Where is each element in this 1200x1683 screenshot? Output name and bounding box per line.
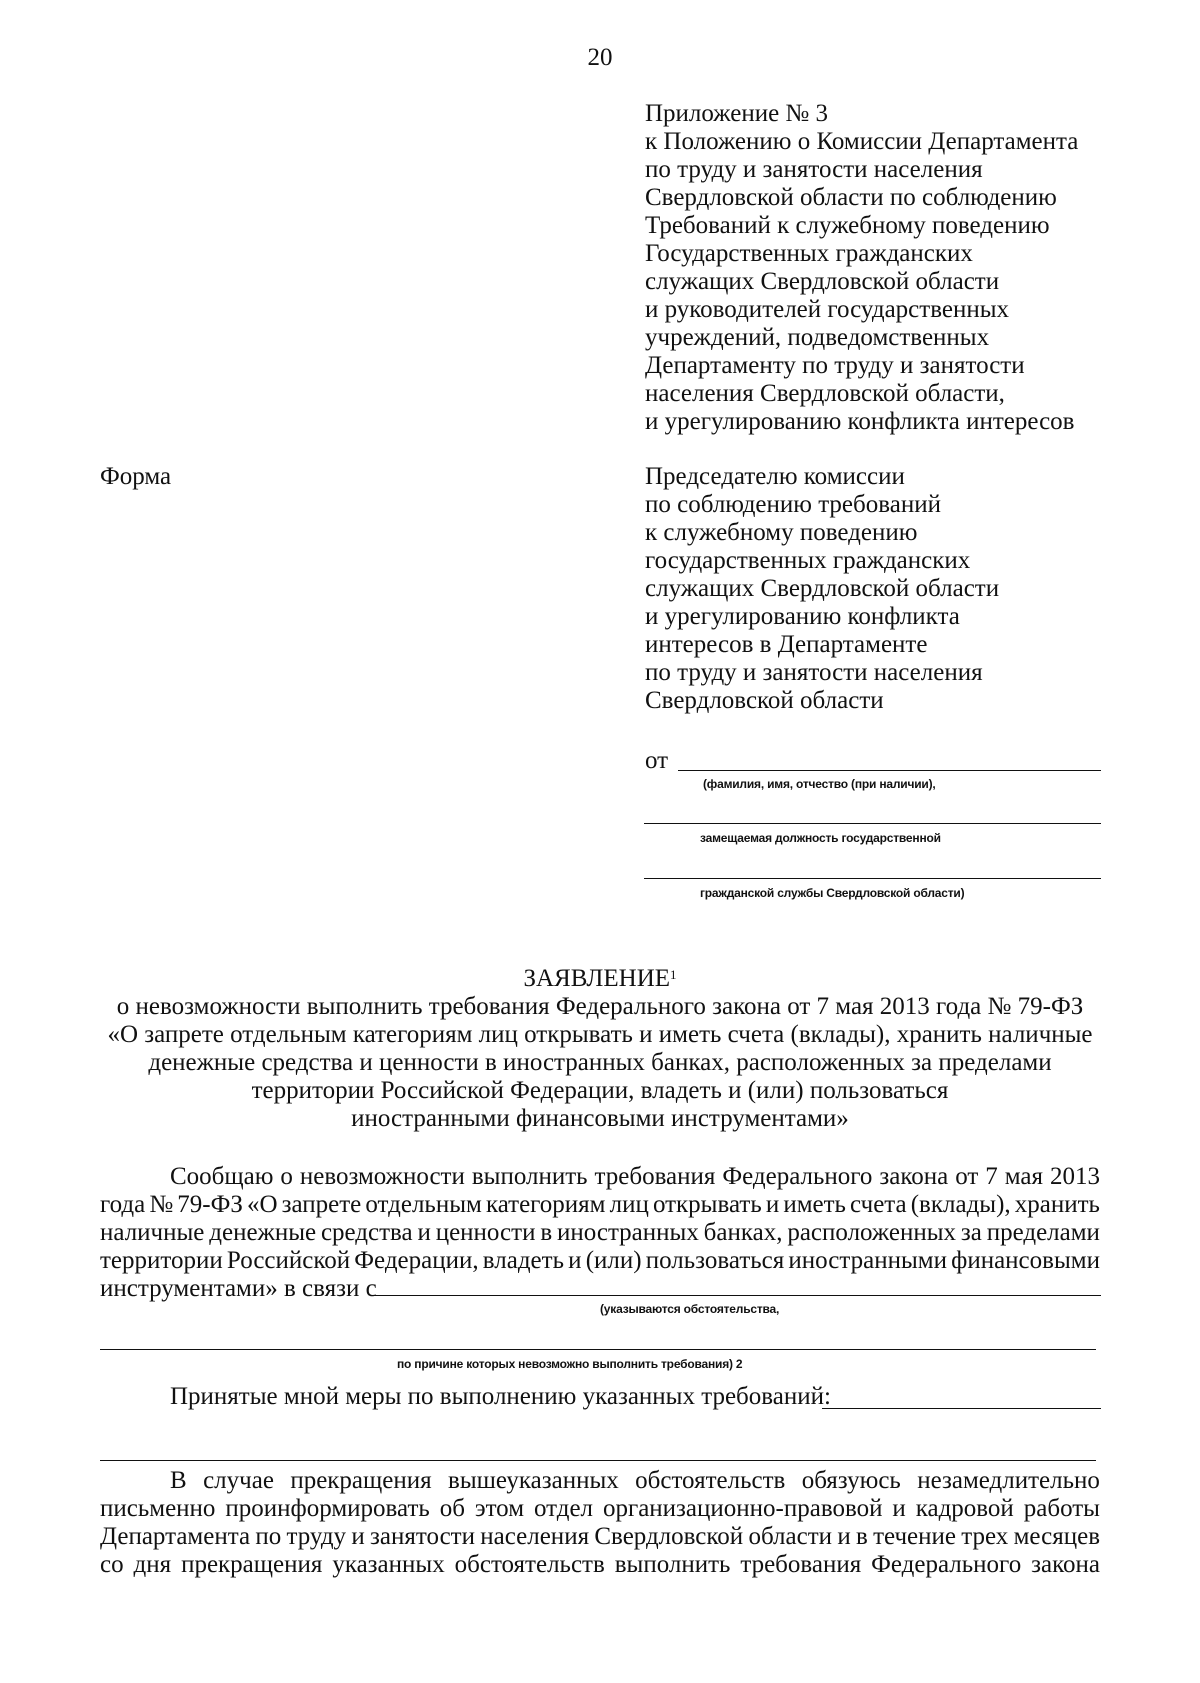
caption-position: замещаемая должность государственной	[700, 831, 941, 845]
appendix-line: Требований к служебному поведению	[645, 212, 1050, 239]
appendix-line: Приложение № 3	[645, 100, 829, 127]
appendix-line: Государственных гражданских	[645, 240, 973, 267]
appendix-line: и урегулированию конфликта интересов	[645, 408, 1075, 435]
appendix-line: и руководителей государственных	[645, 296, 1010, 323]
appendix-line: по труду и занятости населения	[645, 156, 983, 183]
footnote-mark: 1	[670, 967, 677, 982]
caption-service: гражданской службы Свердловской области)	[700, 886, 965, 900]
para2-line: со дня прекращения указанных обстоятельств выполнить требования Федерального закона	[100, 1551, 1100, 1578]
addressee-line: Председателю комиссии	[645, 463, 905, 490]
measures-line[interactable]	[822, 1408, 1101, 1409]
statement-heading: ЗАЯВЛЕНИЕ$^1$	[523, 965, 677, 992]
para1-line: года № 79-ФЗ «О запрете отдельным категориям лиц открывать и иметь счета (вклады), хранить	[100, 1191, 1100, 1218]
addressee-line: интересов в Департаменте	[645, 631, 928, 658]
addressee-line: и урегулированию конфликта	[645, 603, 960, 630]
circumstances-line-2[interactable]	[100, 1349, 1096, 1350]
caption-fio: (фамилия, имя, отчество (при наличии),	[703, 777, 936, 791]
appendix-line: учреждений, подведомственных	[645, 324, 990, 351]
caption-reasons: по причине которых невозможно выполнить требования) 2	[397, 1357, 743, 1371]
from-word: от	[645, 747, 669, 774]
para1-line: Сообщаю о невозможности выполнить требования Федерального закона от 7 мая 2013	[170, 1163, 1100, 1190]
addressee-line: Свердловской области	[645, 687, 884, 714]
title-line: «О запрете отдельным категориям лиц открывать и иметь счета (вклады), хранить наличные	[107, 1021, 1093, 1048]
service-line[interactable]	[644, 878, 1101, 879]
para2-line: В случае прекращения вышеуказанных обстоятельств обязуюсь незамедлительно	[170, 1467, 1100, 1494]
appendix-line: населения Свердловской области,	[645, 380, 1005, 407]
appendix-header	[645, 100, 1165, 436]
para1-line: наличные денежные средства и ценности в иностранных банках, расположенных за пределами	[100, 1219, 1100, 1246]
para2-line: письменно проинформировать об этом отдел организационно-правовой и кадровой работы	[100, 1495, 1100, 1522]
appendix-line: Департаменту по труду и занятости	[645, 352, 1025, 379]
addressee-line: государственных гражданских	[645, 547, 971, 574]
para1-last-line: инструментами» в связи с	[100, 1275, 377, 1302]
appendix-line: к Положению о Комиссии Департамента	[645, 128, 1079, 155]
addressee-line: к служебному поведению	[645, 519, 918, 546]
appendix-line: Свердловской области по соблюдению	[645, 184, 1057, 211]
para1-line: территории Российской Федерации, владеть и (или) пользоваться иностранными финансовыми	[100, 1247, 1100, 1274]
paragraph-obligation	[100, 1467, 1100, 1579]
title-line: территории Российской Федерации, владеть и (или) пользоваться	[251, 1077, 949, 1104]
title-line: иностранными финансовыми инструментами»	[351, 1105, 849, 1132]
addressee-line: служащих Свердловской области	[645, 575, 1000, 602]
para2-line: Департамента по труду и занятости населения Свердловской области и в течение трех месяцев	[100, 1523, 1100, 1550]
paragraph-main	[100, 1163, 1100, 1303]
addressee-line: по труду и занятости населения	[645, 659, 983, 686]
addressee-line: по соблюдению требований	[645, 491, 941, 518]
form-label: Форма	[100, 463, 172, 490]
statement-title	[90, 965, 1110, 1133]
from-name-line[interactable]	[678, 770, 1101, 771]
title-line: о невозможности выполнить требования Федерального закона от 7 мая 2013 года № 79-ФЗ	[116, 993, 1084, 1020]
title-line: денежные средства и ценности в иностранных банках, расположенных за пределами	[148, 1049, 1052, 1076]
addressee-block	[645, 463, 1165, 715]
measures-line-2[interactable]	[100, 1460, 1096, 1461]
measures-label: Принятые мной меры по выполнению указанных требований:	[170, 1383, 831, 1410]
position-line[interactable]	[644, 823, 1101, 824]
caption-circumstances: (указываются обстоятельства,	[600, 1302, 780, 1316]
appendix-line: служащих Свердловской области	[645, 268, 1000, 295]
page-number: 20	[587, 44, 613, 71]
circumstances-line[interactable]	[372, 1295, 1101, 1296]
